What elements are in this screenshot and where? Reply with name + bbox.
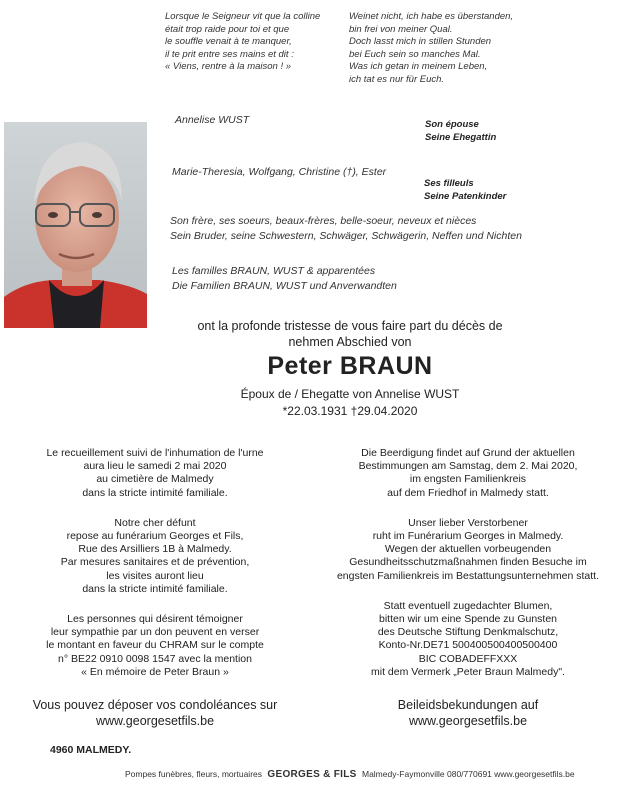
footer-city: 4960 MALMEDY. [50,744,132,756]
families-de: Die Familien BRAUN, WUST und Anverwandten [172,280,397,292]
column-german [318,447,618,741]
relation-de: Seine Ehegattin [425,132,497,143]
footer-contact: Malmedy-Faymonville 080/770691 www.georgesetfils.be [361,769,575,779]
footer-funeral-home [125,769,575,780]
poem-line: le souffle venait à te manquer, [165,36,292,48]
funerarium-info-fr: Notre cher défunt repose au funérarium Georges et Fils, Rue des Arsilliers 1B à Malmedy. Par mesures sanitaires et de prévention, les visites auront lieu dans la stricte intimité familiale. [60,516,250,595]
column-french [10,447,300,741]
spouse-line: Époux de / Ehegatte von Annelise WUST [240,387,460,401]
poem-french [165,11,320,74]
poem-line: Was ich getan in meinem Leben, [349,61,488,73]
poem-line: « Viens, rentre à la maison ! » [165,61,292,73]
spouse-relation [425,118,496,144]
website-link[interactable]: www.georgesetfils.be [408,714,528,729]
announcement-line-fr: ont la profonde tristesse de vous faire part du décès de [197,319,503,333]
footer-company: GEORGES & FILS [267,769,357,780]
godchildren-relation [424,177,506,203]
life-dates: *22.03.1931 †29.04.2020 [282,404,418,418]
funeral-info-fr: Le recueillement suivi de l'inhumation de l'urne aura lieu le samedi 2 mai 2020 au cimetière de Malmedy dans la stricte intimité familiale. [46,447,264,499]
deceased-name: Peter BRAUN [267,352,433,380]
poem-line: bei Euch sein so manches Mal. [349,48,481,60]
relation-de: Seine Patenkinder [424,191,507,202]
funeral-info-de: Die Beerdigung findet auf Grund der aktuellen Bestimmungen am Samstag, dem 2. Mai 2020, im engsten Familienkreis auf dem Friedhof in Malmedy statt. [358,447,578,499]
donation-info-fr: Les personnes qui désirent témoigner leur sympathie par un don peuvent en verser le montant en faveur du CHRAM sur le compte n° BE22 0910 0098 1547 avec la mention « En mémoire de Peter Braun » [46,613,264,678]
siblings-de: Sein Bruder, seine Schwestern, Schwäger, Schwägerin, Neffen und Nichten [170,230,522,242]
poem-german [349,11,513,87]
poem-line: Weinet nicht, ich habe es überstanden, [349,11,514,22]
portrait-icon [4,122,147,328]
poem-line: bin frei von meiner Qual. [349,23,453,35]
condolences-fr: Vous pouvez déposer vos condoléances sur www.georgesetfils.be [10,697,300,729]
relation-fr: Son épouse [425,119,479,130]
spouse-name: Annelise WUST [175,114,250,126]
poem-line: Doch lasst mich in stillen Stunden [349,36,492,48]
announcement-line-de: nehmen Abschied von [288,335,412,349]
poem-line: était trop raide pour toi et que [165,23,290,35]
announcement [150,318,550,350]
footer-prefix: Pompes funèbres, fleurs, mortuaires [125,769,263,779]
condolences-de: Beileidsbekundungen auf www.georgesetfils.be [318,697,618,729]
website-link[interactable]: www.georgesetfils.be [95,714,215,729]
relation-fr: Ses filleuls [424,178,474,189]
poem-line: Lorsque le Seigneur vit que la colline [165,11,321,22]
godchildren-names: Marie-Theresia, Wolfgang, Christine (†), Ester [172,166,387,178]
funerarium-info-de: Unser lieber Verstorbener ruht im Funérarium Georges in Malmedy. Wegen der aktuellen vorbeugenden Gesundheitsschutzmaßnahmen finden Besuche im engsten Familienkreis im Bestattungsunternehmen statt. [336,516,600,582]
poem-line: ich tat es nur für Euch. [349,73,445,85]
poem-line: il te prit entre ses mains et dit : [165,48,294,60]
families-fr: Les familles BRAUN, WUST & apparentées [172,265,376,277]
donation-info-de: Statt eventuell zugedachter Blumen, bitten wir um eine Spende zu Gunsten des Deutsche Stiftung Denkmalschutz, Konto-Nr.DE71 500400500400500400 BIC COBADEFFXXX mit dem Vermerk „Peter Braun Malmedy". [371,599,565,678]
portrait-photo [4,122,147,328]
siblings-fr: Son frère, ses soeurs, beaux-frères, belle-soeur, neveux et nièces [170,215,477,227]
